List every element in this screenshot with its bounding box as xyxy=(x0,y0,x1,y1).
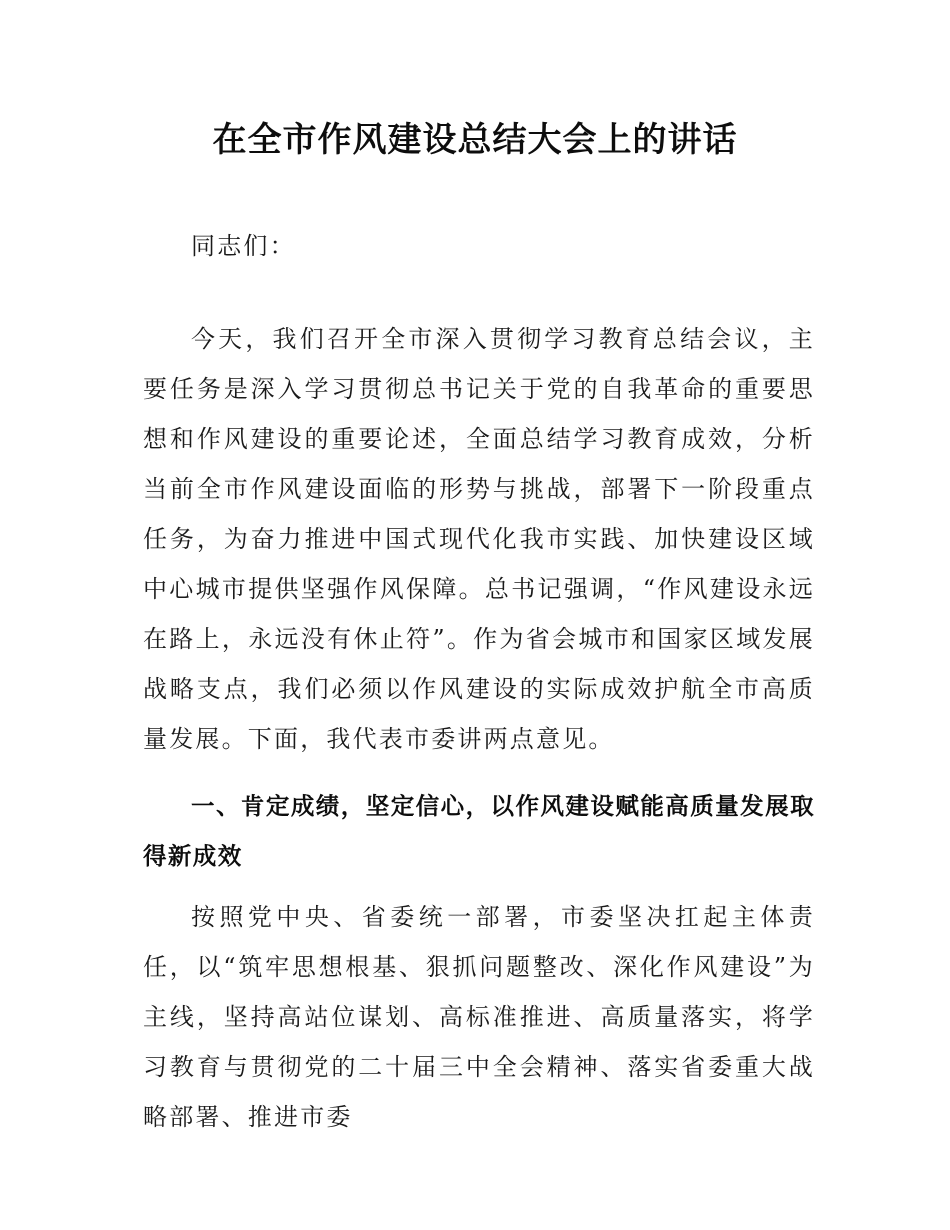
paragraph-section-1: 按照党中央、省委统一部署，市委坚决扛起主体责任，以“筑牢思想根基、狠抓问题整改、深化作风建设”为主线，坚持高站位谋划、高标准推进、高质量落实，将学习教育与贯彻党的二十届三中全会精神、落实省委重大战略部署、推进市委 xyxy=(143,903,815,1131)
paragraph-intro: 今天，我们召开全市深入贯彻学习教育总结会议，主要任务是深入学习贯彻总书记关于党的自我革命的重要思想和作风建设的重要论述，全面总结学习教育成效，分析当前全市作风建设面临的形势与挑战，部署下一阶段重点任务，为奋力推进中国式现代化我市实践、加快建设区域中心城市提供坚强作风保障。总书记强调，“作风建设永远在路上，永远没有休止符”。作为省会城市和国家区域发展战略支点，我们必须以作风建设的实际成效护航全市高质量发展。下面，我代表市委讲两点意见。 xyxy=(143,325,815,753)
document-title: 在全市作风建设总结大会上的讲话 xyxy=(212,120,738,160)
section-heading-1: 一、肯定成绩，坚定信心，以作风建设赋能高质量发展取得新成效 xyxy=(143,792,815,870)
greeting: 同志们： xyxy=(191,232,296,260)
